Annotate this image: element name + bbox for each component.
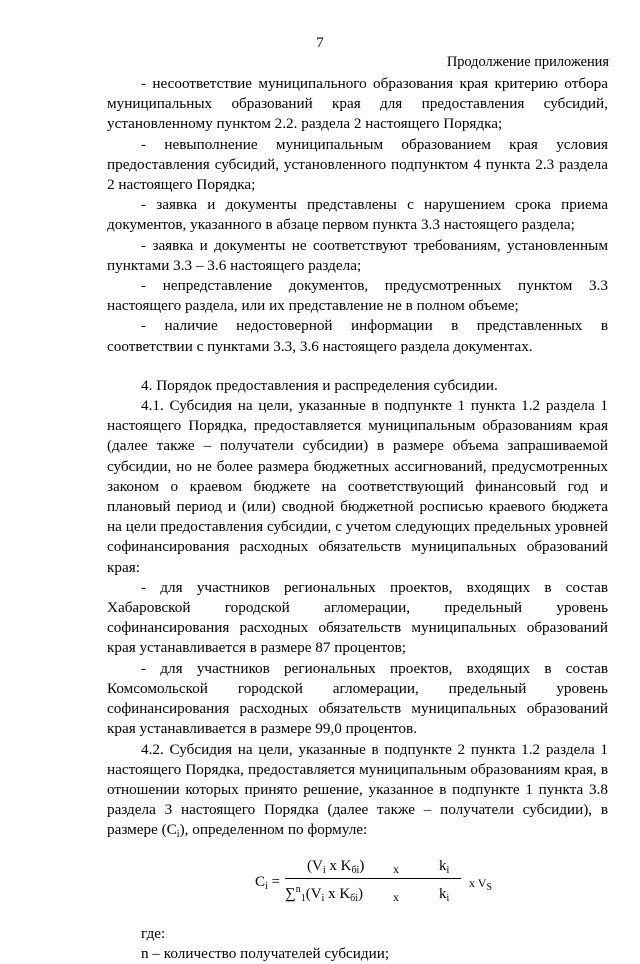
page-number: 7 [316,35,324,51]
paragraph-4-2: 4.2. Субсидия на цели, указанные в подпункте 2 пункта 1.2 раздела 1 настоящего Порядка, предоставляется муниципальным образованиям края, в отношении которых принято решение, указанное в подпункте 1 пункта 3.8 раздела 3 настоящего Порядка (далее также – получатели субсидии), в размере $(C_i)$, определенном по формуле: [107,740,608,841]
formula-lhs: $C_i$ = [255,873,281,892]
formula-where-label: где: [141,924,166,942]
list-item: - несоответствие муниципального образования края критерию отбора муниципальных образований края для предоставления субсидий, установленному пунктом 2.2. раздела 2 настоящего Порядка; [107,75,608,133]
appendix-continuation-note: Продолжение приложения [446,54,609,70]
list-item: - для участников региональных проектов, входящих в состав Комсомольской городской агломерации, предельный уровень софинансирования расходных обязательств муниципальных образований края устанавливается в размере 99,0 процентов. [107,659,608,738]
paragraph-4-1: 4.1. Субсидия на цели, указанные в подпункте 1 пункта 1.2 раздела 1 настоящего Порядка, предоставляется муниципальным образованиям края (далее также – получатели субсидии) в размере объема запрашиваемой субсидии, но не более размера бюджетных ассигнований, предусмотренных законом о краевом бюджете на соответствующий финансовый год и плановый период и (или) сводной бюджетной росписью краевого бюджета на цели предоставления субсидии, с учетом следующих предельных уровней софинансирования расходных обязательств муниципальных образований края: [107,397,608,576]
formula-vs-term: x $V_S$ [469,875,493,893]
list-item: - заявка и документы представлены с нарушением срока приема документов, указанного в абзаце первом пункта 3.3 настоящего раздела; [107,196,608,234]
formula-numerator: ($V_i$ x $K_{бi}$) [307,857,365,876]
formula-multiply-sign: x [393,861,399,876]
section-heading: 4. Порядок предоставления и распределения субсидии. [141,376,498,394]
list-item: - заявка и документы не соответствуют требованиям, установленным пунктами 3.3 – 3.6 настоящего раздела; [107,236,608,274]
list-item: - наличие недостоверной информации в представленных в соответствии с пунктами 3.3, 3.6 настоящего раздела документах. [107,317,608,355]
formula-definition-n: n – количество получателей субсидии; [141,944,390,962]
subsidy-formula [107,846,608,916]
document-body [107,74,608,964]
formula-fraction-line [285,878,461,879]
formula-denominator: $\sum^n_1(V_i$ x $K_{бi}$) [285,883,364,904]
list-item: - для участников региональных проектов, входящих в состав Хабаровской городской агломерации, предельный уровень софинансирования расходных обязательств муниципальных образований края устанавливается в размере 87 процентов; [107,578,608,657]
formula-k-denominator: $k_i$ [439,885,450,904]
formula-multiply-sign: x [393,889,399,904]
formula-k-numerator: $k_i$ [439,857,450,876]
list-item: - невыполнение муниципальным образованием края условия предоставления субсидий, установленного подпунктом 4 пункта 2.3 раздела 2 настоящего Порядка; [107,135,608,194]
list-item: - непредставление документов, предусмотренных пунктом 3.3 настоящего раздела, или их представление не в полном объеме; [107,277,608,315]
